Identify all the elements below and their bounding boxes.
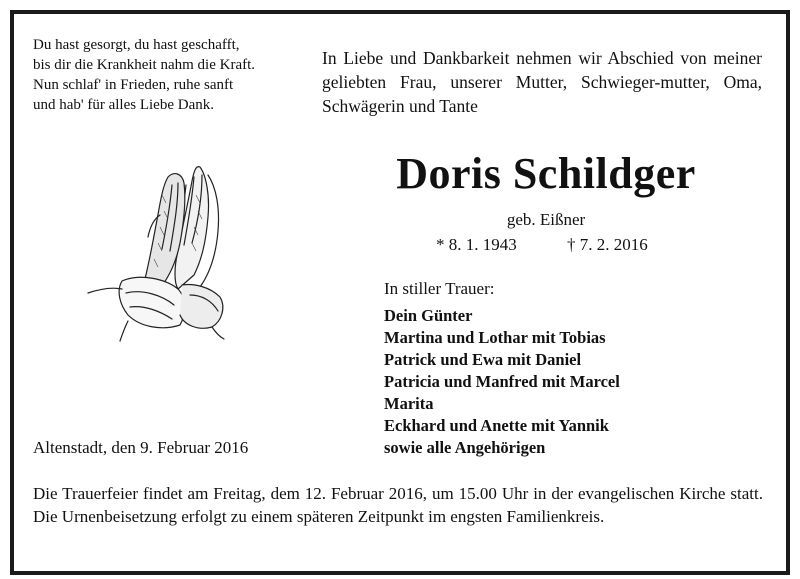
poem-line: bis dir die Krankheit nahm die Kraft.	[33, 57, 256, 73]
survivor-entry: Marita	[384, 394, 434, 413]
survivor-entry: Eckhard und Anette mit Yannik	[384, 416, 609, 435]
maiden-name: geb. Eißner	[506, 210, 586, 229]
mourning-heading: In stiller Trauer:	[384, 279, 495, 298]
birth-date: * 8. 1. 1943	[436, 235, 517, 254]
poem-line: und hab' für alles Liebe Dank.	[33, 97, 214, 113]
poem-line: Nun schlaf' in Frieden, ruhe sanft	[33, 77, 234, 93]
survivor-entry: Patricia und Manfred mit Marcel	[384, 372, 620, 391]
intro-text: In Liebe und Dankbarkeit nehmen wir Abschied von meiner geliebten Frau, unserer Mutter, Schwieger-mutter, Oma, Schwägerin und Tante	[322, 48, 762, 116]
survivor-entry: sowie alle Angehörigen	[384, 438, 546, 457]
death-date: † 7. 2. 2016	[567, 235, 648, 254]
poem-line: Du hast gesorgt, du hast geschafft,	[33, 37, 240, 53]
poem	[33, 35, 255, 115]
survivor-list	[384, 305, 620, 459]
deceased-name: Doris Schildger	[396, 149, 696, 198]
funeral-notice: Die Trauerfeier findet am Freitag, dem 12. Februar 2016, um 15.00 Uhr in der evangelischen Kirche statt. Die Urnenbeisetzung erfolgt zu einem späteren Zeitpunkt im engsten Familienkreis.	[33, 484, 763, 526]
praying-hands-icon	[82, 155, 237, 345]
place-date: Altenstadt, den 9. Februar 2016	[33, 438, 249, 457]
survivor-entry: Dein Günter	[384, 306, 473, 325]
survivor-entry: Martina und Lothar mit Tobias	[384, 328, 606, 347]
survivor-entry: Patrick und Ewa mit Daniel	[384, 350, 582, 369]
